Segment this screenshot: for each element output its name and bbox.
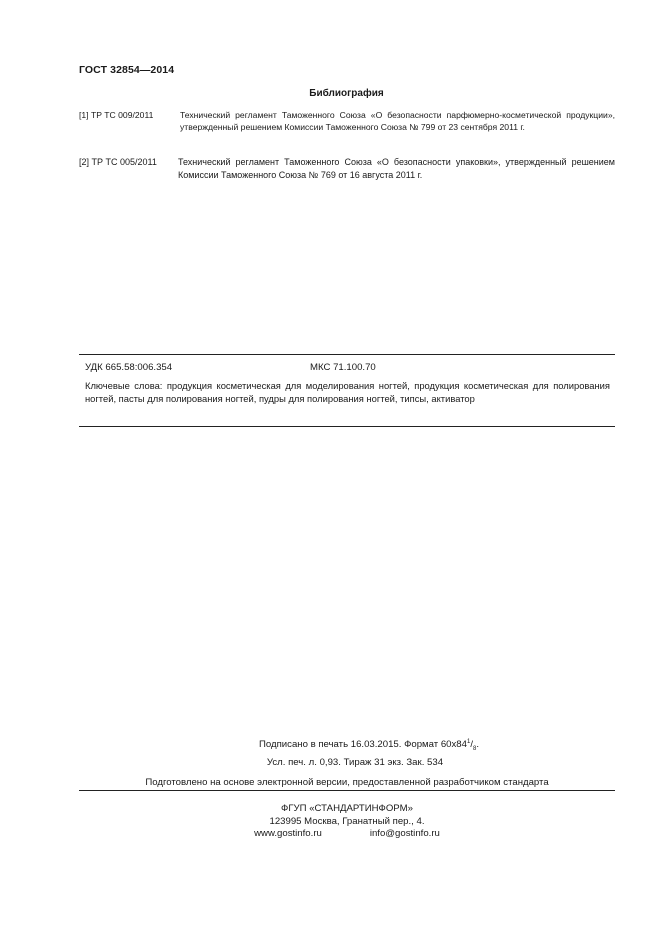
signed-for-print — [79, 739, 615, 751]
mks-code: МКС 71.100.70 — [310, 362, 376, 373]
publisher-address: 123995 Москва, Гранатный пер., 4. — [269, 816, 425, 827]
print-info — [79, 757, 615, 769]
keywords: Ключевые слова: продукция косметическая для моделирования ногтей, продукция косметическая для полирования ногтей, пасты для полирования ногтей, пудры для полирования ногтей, типсы, активатор — [85, 380, 610, 404]
print-info-text: Усл. печ. л. 0,93. Тираж 31 экз. Зак. 534 — [266, 757, 444, 768]
bibliography-item-number: [2] ТР ТС 005/2011 — [79, 157, 157, 167]
bibliography-title — [0, 88, 661, 99]
bibliography-title-text: Библиография — [309, 88, 384, 99]
divider-top — [79, 354, 615, 355]
udk-code: УДК 665.58:006.354 — [85, 362, 173, 373]
format-separator: / — [470, 739, 473, 750]
bibliography-item-number: [1] ТР ТС 009/2011 — [79, 110, 154, 120]
publisher-email-link[interactable]: info@gostinfo.ru — [369, 828, 440, 839]
divider-middle — [79, 426, 615, 427]
document-code: ГОСТ 32854—2014 — [79, 64, 175, 76]
bibliography-item — [79, 156, 615, 181]
bibliography-item-text: Технический регламент Таможенного Союза «О безопасности упаковки», утвержденный решением Комиссии Таможенного Союза № 769 от 16 августа 2011 г. — [178, 157, 615, 180]
format-superscript: 1 — [466, 738, 471, 745]
bibliography-item-text: Технический регламент Таможенного Союза «О безопасности парфюмерно-косметической продукции», утвержденный решением Комиссии Таможенного Союза № 799 от 23 сентября 2011 г. — [180, 110, 615, 132]
signed-suffix: . — [476, 739, 480, 750]
signed-prefix: Подписано в печать 16.03.2015. Формат 60х84 — [258, 739, 467, 750]
publisher-contacts — [79, 828, 615, 841]
prepared-note: Подготовлено на основе электронной версии, предоставленной разработчиком стандарта — [145, 777, 549, 788]
bibliography-item — [79, 110, 615, 133]
publisher-website-link[interactable]: www.gostinfo.ru — [254, 828, 322, 839]
publisher-name: ФГУП «СТАНДАРТИНФОРМ» — [281, 803, 413, 814]
format-subscript: 8 — [473, 745, 477, 752]
divider-bottom — [79, 790, 615, 791]
